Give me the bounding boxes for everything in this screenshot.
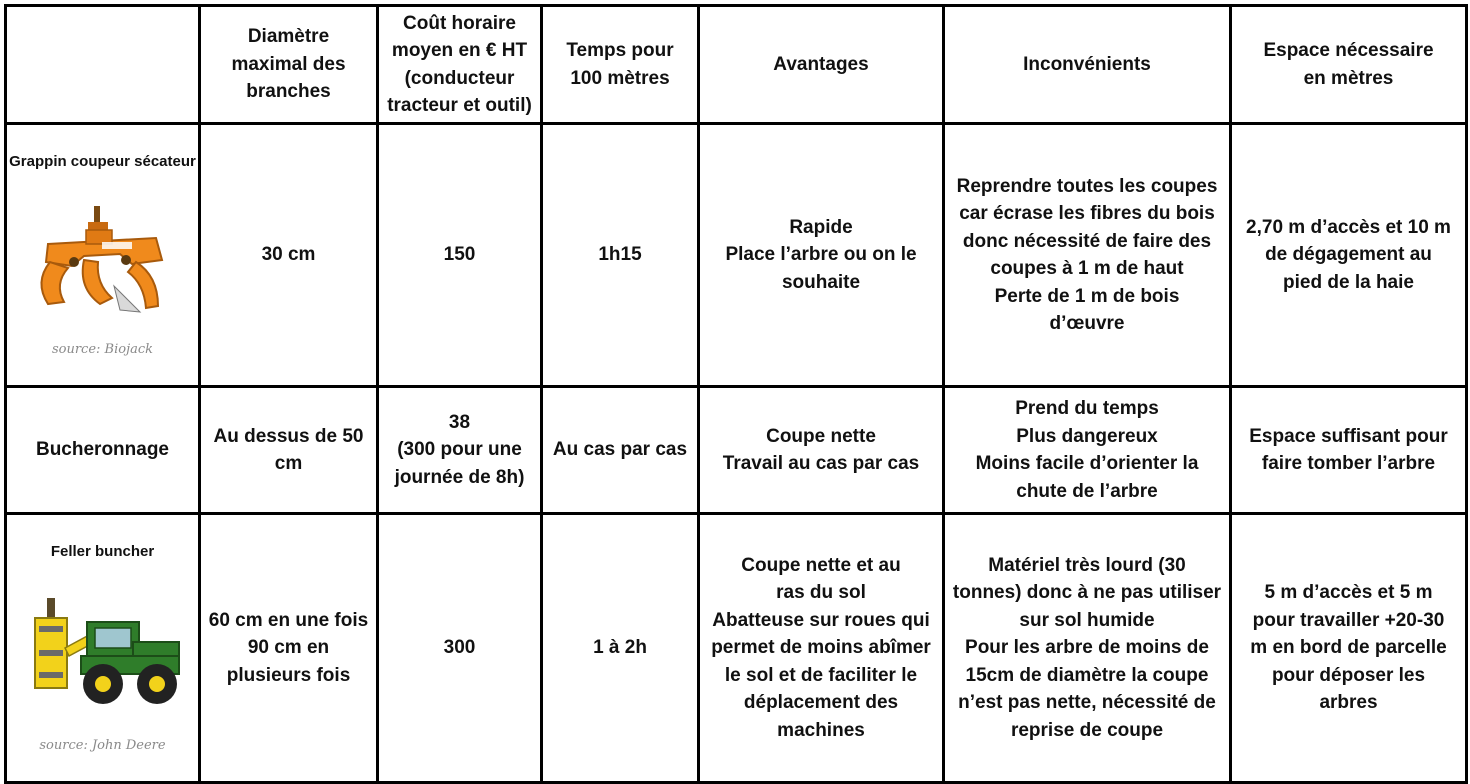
table-row [6, 514, 1467, 783]
cell-espace: 2,70 m d’accès et 10 m de dégagement au pied de la haie [1231, 124, 1467, 387]
header-diametre: Diamètre maximal des branches [200, 6, 378, 124]
cell-temps: 1 à 2h [542, 514, 699, 783]
cell-cout: 150 [378, 124, 542, 387]
header-empty-cell [6, 6, 200, 124]
cell-inconvenients: Prend du temps Plus dangereux Moins facile d’orienter la chute de l’arbre [944, 387, 1231, 514]
green-feller-buncher-icon [21, 592, 185, 710]
orange-shear-grapple-icon [28, 202, 178, 314]
tool-cell-grappin [6, 124, 200, 387]
cell-temps: 1h15 [542, 124, 699, 387]
cell-cout: 300 [378, 514, 542, 783]
table-row [6, 124, 1467, 387]
cell-avantages: Coupe nette Travail au cas par cas [699, 387, 944, 514]
comparison-table [4, 4, 1468, 784]
cell-inconvenients: Matériel très lourd (30 tonnes) donc à ne pas utiliser sur sol humide Pour les arbre de moins de 15cm de diamètre la coupe n’est pas nette, nécessité de reprise de coupe [944, 514, 1231, 783]
header-avantages: Avantages [699, 6, 944, 124]
header-cout: Coût horaire moyen en € HT (conducteur tracteur et outil) [378, 6, 542, 124]
header-temps: Temps pour 100 mètres [542, 6, 699, 124]
tool-name: Feller buncher [50, 542, 155, 560]
cell-avantages: Coupe nette et au ras du sol Abatteuse sur roues qui permet de moins abîmer le sol et de faciliter le déplacement des machines [699, 514, 944, 783]
cell-diametre: 60 cm en une fois 90 cm en plusieurs fois [200, 514, 378, 783]
tool-name: Grappin coupeur sécateur [9, 152, 196, 170]
header-inconvenients: Inconvénients [944, 6, 1231, 124]
cell-espace: 5 m d’accès et 5 m pour travailler +20-30 m en bord de parcelle pour déposer les arbres [1231, 514, 1467, 783]
table-row [6, 387, 1467, 514]
cell-cout: 38 (300 pour une journée de 8h) [378, 387, 542, 514]
header-row [6, 6, 1467, 124]
image-source: source: John Deere [39, 737, 166, 753]
cell-inconvenients: Reprendre toutes les coupes car écrase les fibres du bois donc nécessité de faire des coupes à 1 m de haut Perte de 1 m de bois d’œuvre [944, 124, 1231, 387]
cell-diametre: 30 cm [200, 124, 378, 387]
cell-espace: Espace suffisant pour faire tomber l’arbre [1231, 387, 1467, 514]
cell-avantages: Rapide Place l’arbre ou on le souhaite [699, 124, 944, 387]
header-espace: Espace nécessaire en mètres [1231, 6, 1467, 124]
cell-temps: Au cas par cas [542, 387, 699, 514]
image-source: source: Biojack [51, 341, 154, 357]
tool-cell-feller-buncher [6, 514, 200, 783]
tool-cell-bucheronnage: Bucheronnage [6, 387, 200, 514]
cell-diametre: Au dessus de 50 cm [200, 387, 378, 514]
